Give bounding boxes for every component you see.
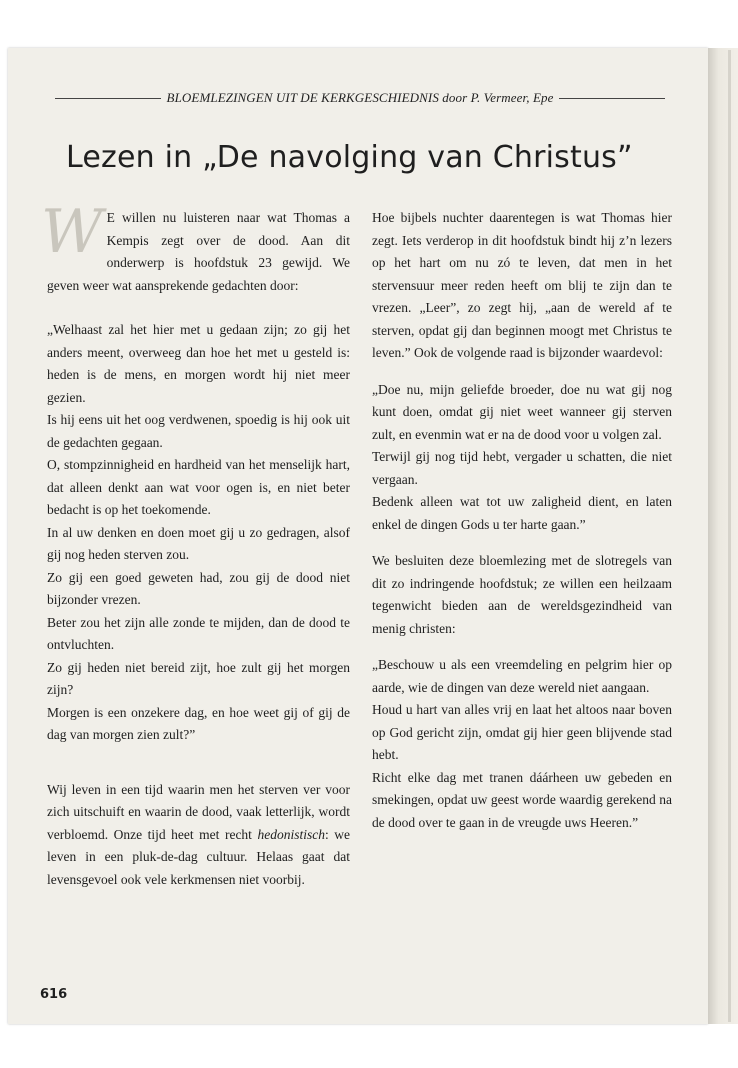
intro-text: E willen nu luisteren naar wat Thomas a Kempis zegt over de dood. Aan dit onderwerp is hoofdstuk 23 gewijd. We geven weer wat aansprekende gedachten door: [47, 210, 350, 293]
article-title: Lezen in „De navolging van Christus” [66, 140, 633, 175]
page-spine [708, 48, 738, 1024]
commentary-paragraph: We besluiten deze bloemlezing met de slotregels van dit zo indringende hoofdstuk; ze willen een heilzaam tegenwicht bieden aan de wereldsgezindheid van menig christen: [372, 553, 672, 636]
intro-paragraph [41, 197, 350, 297]
quote-paragraph: Terwijl gij nog tijd hebt, vergader u schatten, die niet vergaan. [372, 449, 672, 487]
quote-paragraph: Morgen is een onzekere dag, en hoe weet gij of gij de dag van morgen zien zult?” [47, 704, 350, 742]
quote-paragraph: Zo gij een goed geweten had, zou gij de dood niet bijzonder vrezen. [47, 569, 350, 607]
quote-paragraph: Bedenk alleen wat tot uw zaligheid dient, en laten enkel de dingen Gods u ter harte gaan.” [372, 494, 672, 532]
quote-paragraph: „Welhaast zal het hier met u gedaan zijn; zo gij het anders meent, overweeg dan hoe het met u gesteld is: heden is de mens, en morgen wordt hij niet meer gezien. [47, 322, 350, 405]
right-column [372, 207, 672, 834]
commentary-paragraph [47, 779, 350, 892]
quote-paragraph: Zo gij heden niet bereid zijt, hoe zult gij het morgen zijn? [47, 659, 350, 697]
page-number: 616 [40, 987, 68, 1002]
left-column [41, 197, 350, 891]
quote-paragraph: „Doe nu, mijn geliefde broeder, doe nu wat gij nog kunt doen, omdat gij niet weet wanneer gij sterven zult, en evenmin wat er na de dood voor u volgen zal. [372, 381, 672, 442]
commentary-emphasis: hedonistisch [257, 826, 325, 842]
quote-paragraph: In al uw denken en doen moet gij u zo gedragen, alsof gij nog heden sterven zou. [47, 524, 350, 562]
running-header [55, 88, 665, 108]
commentary-text-a: Wij leven in een tijd waarin men het sterven ver voor zich uitschuift en waarin de dood, vaak letterlijk, wordt verbloemd. Onze tijd heet met recht [47, 781, 350, 842]
quote-paragraph: Houd u hart van alles vrij en laat het altoos naar boven op God gericht zijn, omdat gij hier geen blijvende stad hebt. [372, 702, 672, 762]
quote-paragraph: O, stompzinnigheid en hardheid van het menselijk hart, dat alleen denkt aan wat voor ogen is, en niet beter bedacht is op het toekomende. [47, 457, 350, 517]
quote-paragraph: Is hij eens uit het oog verdwenen, spoedig is hij ook uit de gedachten gegaan. [47, 412, 350, 450]
quote-paragraph: Richt elke dag met tranen dáárheen uw gebeden en smekingen, opdat uw geest worde waardig gerekend na de dood over te gaan in de vreugde uws Heeren.” [372, 769, 672, 830]
quote-paragraph: „Beschouw u als een vreemdeling en pelgrim hier op aarde, wie de dingen van deze wereld niet aangaan. [372, 657, 672, 695]
commentary-paragraph: Hoe bijbels nuchter daarentegen is wat Thomas hier zegt. Iets verderop in dit hoofdstuk bindt hij z’n lezers op het hart om nu zó te leven, dat men in het stervensuur meer reden heeft om blij te zijn dan te vrezen. „Leer”, zo zegt hij, „aan de wereld af te sterven, opdat gij dan beginnen moogt met Christus te leven.” Ook de volgende raad is bijzonder waardevol: [372, 210, 672, 360]
header-text: BLOEMLEZINGEN UIT DE KERKGESCHIEDNIS door P. Vermeer, Epe [166, 90, 554, 105]
header-rule-right [559, 98, 665, 99]
quote-paragraph: Beter zou het zijn alle zonde te mijden, dan de dood te ontvluchten. [47, 614, 350, 652]
header-rule-left [55, 98, 161, 99]
drop-cap: W [41, 197, 103, 267]
commentary-text-b: : we leven in een pluk-de-dag cultuur. Helaas gaat dat levensgevoel ook vele kerkmensen niet voorbij. [47, 826, 350, 887]
page-edge [728, 50, 731, 1022]
